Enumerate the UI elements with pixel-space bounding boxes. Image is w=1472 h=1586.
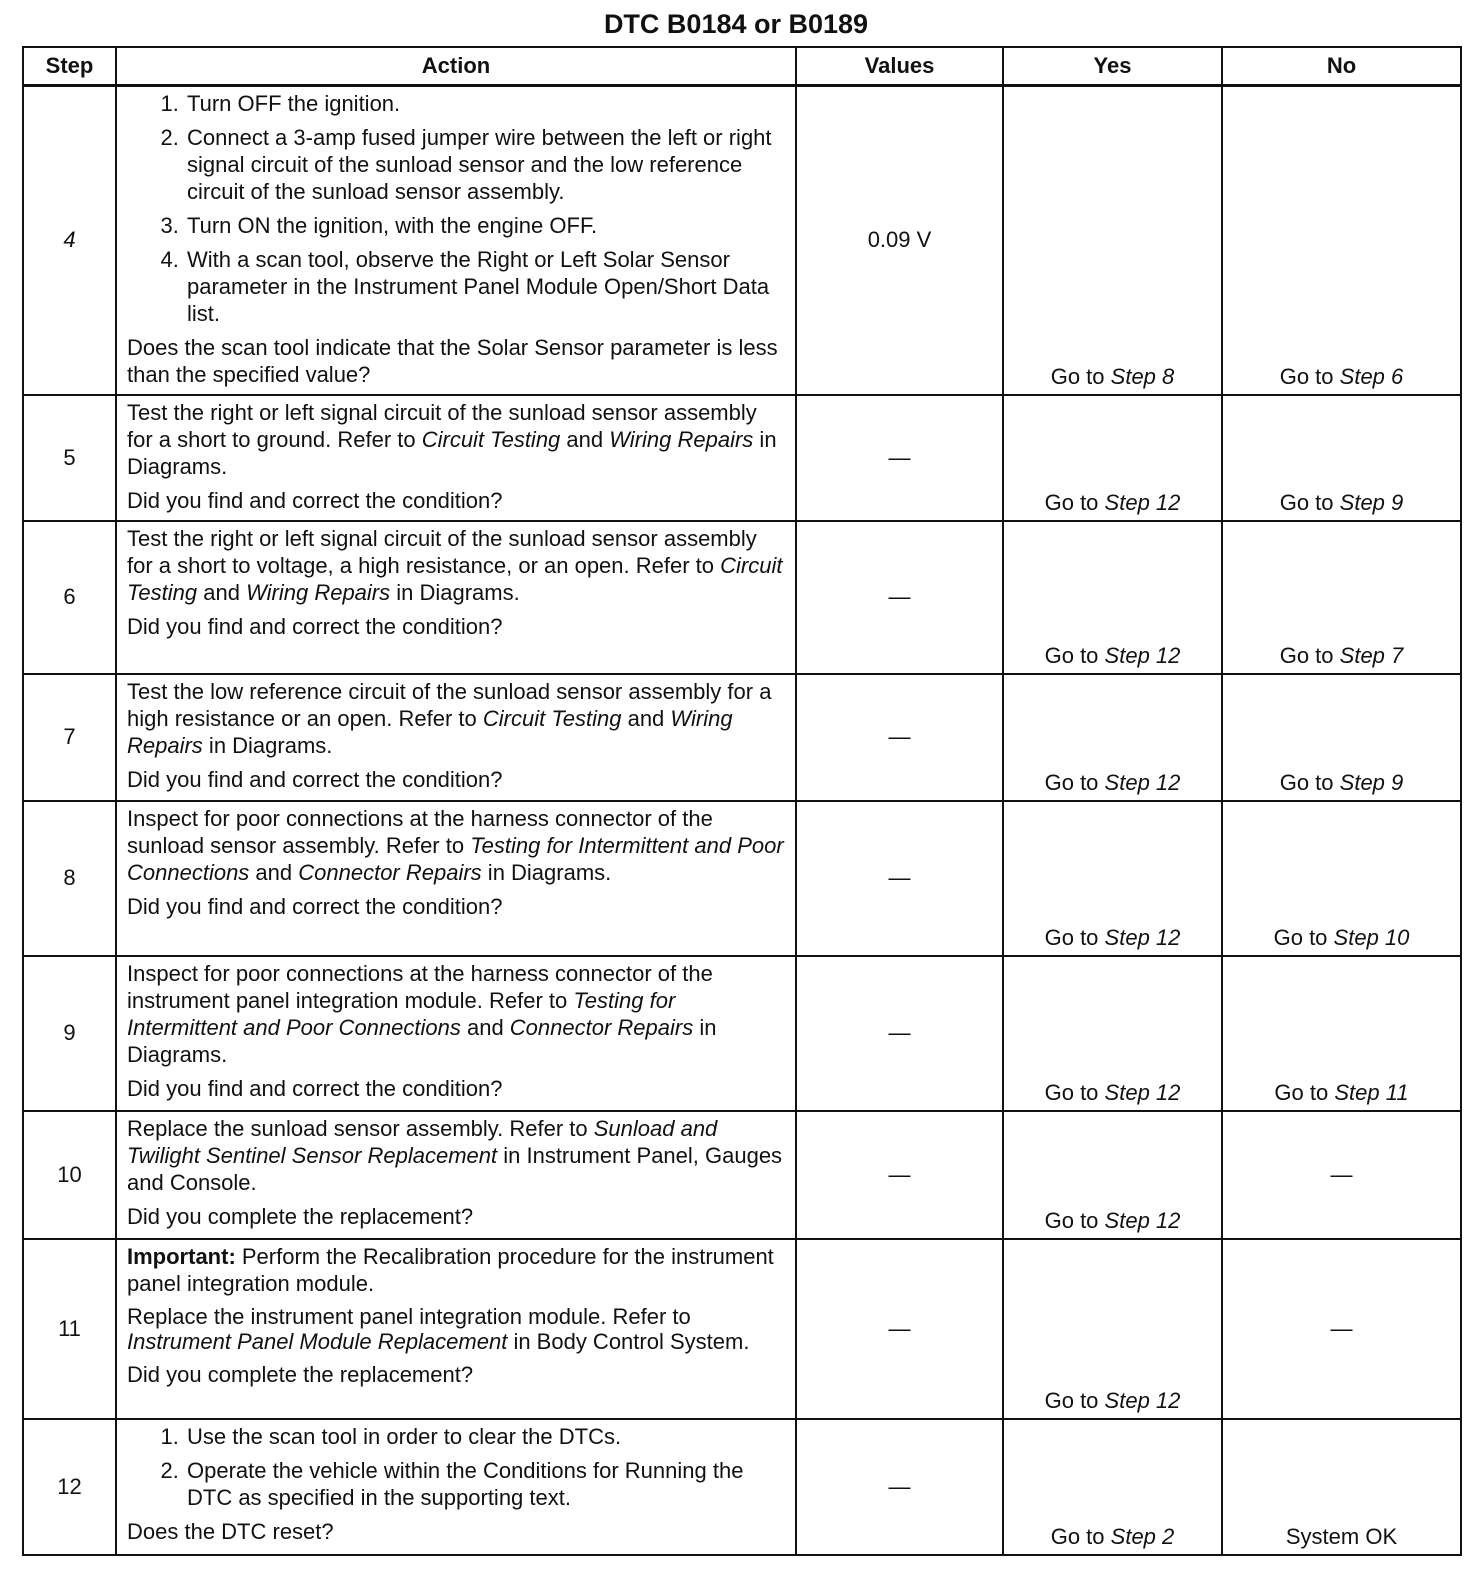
no-step-link[interactable]: Step 6 [1339,363,1404,389]
no-cell: Go to Step 7 [1222,521,1461,674]
reference-link[interactable]: Testing for Intermittent and Poor Connections [127,832,784,885]
action-text: Replace the instrument panel integration module. Refer to Instrument Panel Module Replacement in Body Control System. [127,1303,750,1354]
table-header-row [23,47,1461,86]
diagnostic-table [22,46,1462,1556]
no-cell: Go to Step 9 [1222,395,1461,521]
value-cell: — [796,521,1003,674]
reference-link[interactable]: Circuit Testing [127,552,783,605]
yes-step-link[interactable]: Step 12 [1104,1207,1181,1233]
value-cell: — [796,1111,1003,1239]
list-item: 4. With a scan tool, observe the Right or Left Solar Sensor parameter in the Instrument Panel Module Open/Short Data list. [185,246,785,327]
reference-link[interactable]: Instrument Panel Module Replacement [127,1328,508,1354]
no-cell: Go to Step 10 [1222,801,1461,956]
table-row [23,956,1461,1111]
list-item: 3. Turn ON the ignition, with the engine OFF. [185,212,785,239]
action-question: Did you find and correct the condition? [127,893,503,919]
yes-step-link[interactable]: Step 12 [1104,924,1181,950]
action-text: Inspect for poor connections at the harness connector of the instrument panel integration module. Refer to Testing for Intermittent and Poor Connections and Connector Repairs in Diagrams. [127,960,717,1067]
action-question: Did you find and correct the condition? [127,613,503,639]
action-cell [116,521,796,674]
action-question: Does the DTC reset? [127,1518,334,1544]
step-number: 6 [23,521,116,674]
table-row [23,674,1461,801]
value-cell: — [796,1419,1003,1555]
no-cell: Go to Step 6 [1222,86,1461,395]
table-row [23,1111,1461,1239]
no-cell: — [1222,1111,1461,1239]
value-cell: — [796,674,1003,801]
step-number: 7 [23,674,116,801]
header-no: No [1222,47,1461,86]
important-note: Important: Perform the Recalibration procedure for the instrument panel integration module. [127,1243,774,1296]
no-cell: Go to Step 9 [1222,674,1461,801]
step-number: 4 [23,86,116,395]
yes-step-link[interactable]: Step 12 [1104,1387,1181,1413]
action-cell [116,1419,796,1555]
yes-cell: Go to Step 12 [1003,956,1222,1111]
no-step-link[interactable]: Step 7 [1339,642,1404,668]
reference-link[interactable]: Connector Repairs [298,859,482,885]
action-question: Did you complete the replacement? [127,1203,474,1229]
action-cell [116,674,796,801]
reference-link[interactable]: Wiring Repairs [127,705,733,758]
step-number: 11 [23,1239,116,1419]
yes-step-link[interactable]: Step 12 [1104,642,1181,668]
table-row [23,1239,1461,1419]
action-question: Did you find and correct the condition? [127,1075,503,1101]
action-steps-list [127,90,785,327]
action-text: Test the right or left signal circuit of the sunload sensor assembly for a short to voltage, a high resistance, or an open. Refer to Circuit Testing and Wiring Repairs in Diagrams. [127,525,783,605]
reference-link[interactable]: Testing for Intermittent and Poor Connections [127,987,676,1040]
value-cell: — [796,956,1003,1111]
reference-link[interactable]: Circuit Testing [421,426,561,452]
yes-step-link[interactable]: Step 12 [1104,1079,1181,1105]
value-cell: — [796,395,1003,521]
value-cell: — [796,1239,1003,1419]
list-item: 2. Operate the vehicle within the Conditions for Running the DTC as specified in the supporting text. [185,1457,785,1511]
step-number: 9 [23,956,116,1111]
no-cell: System OK [1222,1419,1461,1555]
yes-step-link[interactable]: Step 2 [1110,1523,1175,1549]
important-label: Important: [127,1243,236,1269]
no-step-link[interactable]: Step 9 [1339,489,1404,515]
action-text: Test the low reference circuit of the sunload sensor assembly for a high resistance or an open. Refer to Circuit Testing and Wiring Repairs in Diagrams. [127,678,772,758]
step-number: 5 [23,395,116,521]
action-cell [116,1111,796,1239]
header-step: Step [23,47,116,86]
yes-cell: Go to Step 2 [1003,1419,1222,1555]
yes-cell: Go to Step 12 [1003,1239,1222,1419]
yes-cell: Go to Step 12 [1003,674,1222,801]
action-text: Replace the sunload sensor assembly. Refer to Sunload and Twilight Sentinel Sensor Replacement in Instrument Panel, Gauges and Console. [127,1115,783,1195]
no-step-link[interactable]: Step 9 [1339,769,1404,795]
action-steps-list [127,1423,785,1511]
yes-cell: Go to Step 12 [1003,1111,1222,1239]
header-action: Action [116,47,796,86]
action-question: Does the scan tool indicate that the Solar Sensor parameter is less than the specified value? [127,335,778,387]
action-cell [116,395,796,521]
reference-link[interactable]: Sunload and Twilight Sentinel Sensor Replacement [127,1115,718,1168]
action-cell [116,801,796,956]
no-cell: — [1222,1239,1461,1419]
list-item: 1. Turn OFF the ignition. [185,90,785,117]
yes-step-link[interactable]: Step 8 [1110,363,1175,389]
value-cell: — [796,801,1003,956]
yes-cell: Go to Step 8 [1003,86,1222,395]
header-values: Values [796,47,1003,86]
action-cell [116,956,796,1111]
header-yes: Yes [1003,47,1222,86]
yes-step-link[interactable]: Step 12 [1104,769,1181,795]
table-row [23,86,1461,395]
no-step-link[interactable]: Step 11 [1334,1079,1409,1105]
no-cell: Go to Step 11 [1222,956,1461,1111]
yes-cell: Go to Step 12 [1003,521,1222,674]
step-number: 8 [23,801,116,956]
page-title: DTC B0184 or B0189 [603,9,869,39]
action-question: Did you complete the replacement? [127,1361,474,1387]
step-number: 12 [23,1419,116,1555]
no-step-link[interactable]: Step 10 [1333,924,1410,950]
yes-cell: Go to Step 12 [1003,801,1222,956]
table-row [23,395,1461,521]
reference-link[interactable]: Circuit Testing [482,705,622,731]
reference-link[interactable]: Wiring Repairs [246,579,391,605]
action-question: Did you find and correct the condition? [127,487,503,513]
reference-link[interactable]: Connector Repairs [509,1014,694,1040]
action-cell [116,86,796,395]
list-item: 2. Connect a 3-amp fused jumper wire between the left or right signal circuit of the sunload sensor and the low reference circuit of the sunload sensor assembly. [185,124,785,205]
action-text: Test the right or left signal circuit of the sunload sensor assembly for a short to ground. Refer to Circuit Testing and Wiring Repairs in Diagrams. [127,399,777,479]
table-row [23,521,1461,674]
action-cell [116,1239,796,1419]
table-row [23,1419,1461,1555]
action-question: Did you find and correct the condition? [127,766,503,792]
action-text: Inspect for poor connections at the harness connector of the sunload sensor assembly. Refer to Testing for Intermittent and Poor Connections and Connector Repairs in Diagrams. [127,805,784,885]
value-cell: 0.09 V [796,86,1003,395]
yes-step-link[interactable]: Step 12 [1104,489,1181,515]
reference-link[interactable]: Wiring Repairs [609,426,754,452]
list-item: 1. Use the scan tool in order to clear the DTCs. [185,1423,785,1450]
yes-cell: Go to Step 12 [1003,395,1222,521]
table-row [23,801,1461,956]
step-number: 10 [23,1111,116,1239]
